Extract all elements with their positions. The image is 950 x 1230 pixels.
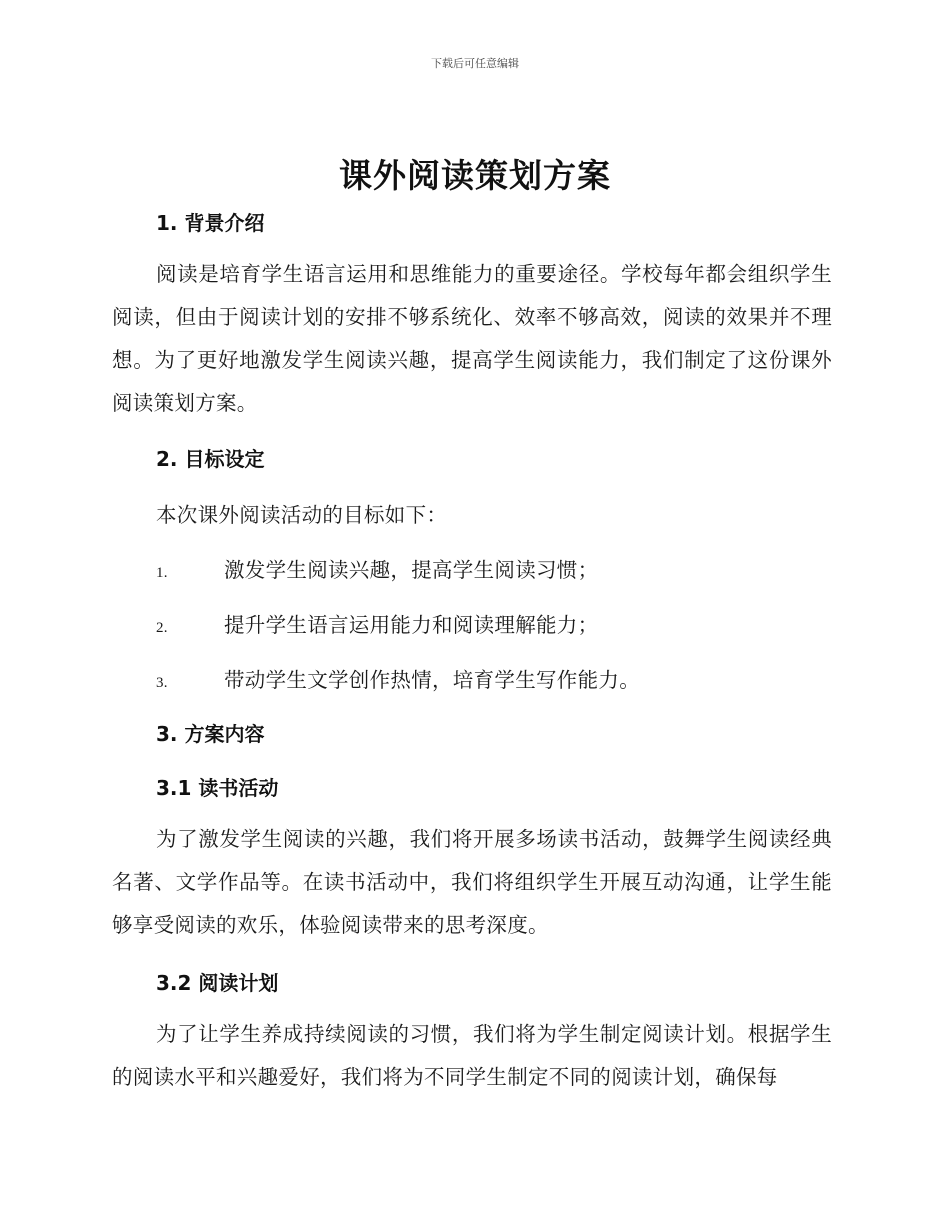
list-item-text: 带动学生文学创作热情，培育学生写作能力。 (224, 668, 640, 692)
section-1-paragraph: 阅读是培育学生语言运用和思维能力的重要途径。学校每年都会组织学生阅读，但由于阅读计划的安排不够系统化、效率不够高效，阅读的效果并不理想。为了更好地激发学生阅读兴趣，提高学生阅读能力，我们制定了这份课外阅读策划方案。 (112, 262, 832, 415)
header-note: 下载后可任意编辑 (431, 57, 519, 70)
section-3-heading: 3. 方案内容 (156, 722, 265, 746)
list-item (156, 608, 836, 638)
list-item-text: 提升学生语言运用能力和阅读理解能力； (224, 613, 599, 637)
section-3-1-heading: 3.1 读书活动 (156, 776, 279, 800)
section-3-2-paragraph: 为了让学生养成持续阅读的习惯，我们将为学生制定阅读计划。根据学生的阅读水平和兴趣爱好，我们将为不同学生制定不同的阅读计划，确保每 (112, 1022, 832, 1089)
section-2-intro: 本次课外阅读活动的目标如下： (156, 503, 448, 527)
list-item-number: 3. (156, 675, 168, 691)
list-item (156, 663, 836, 693)
list-item-text: 激发学生阅读兴趣，提高学生阅读习惯； (224, 558, 599, 582)
list-item (156, 553, 836, 583)
list-item-number: 2. (156, 620, 168, 636)
section-2-heading: 2. 目标设定 (156, 447, 265, 471)
section-3-1-paragraph: 为了激发学生阅读的兴趣，我们将开展多场读书活动，鼓舞学生阅读经典名著、文学作品等。在读书活动中，我们将组织学生开展互动沟通，让学生能够享受阅读的欢乐，体验阅读带来的思考深度。 (112, 827, 832, 937)
section-1-heading: 1. 背景介绍 (156, 211, 265, 235)
list-item-number: 1. (156, 565, 168, 581)
section-3-2-heading: 3.2 阅读计划 (156, 971, 279, 995)
document-title: 课外阅读策划方案 (339, 156, 611, 195)
